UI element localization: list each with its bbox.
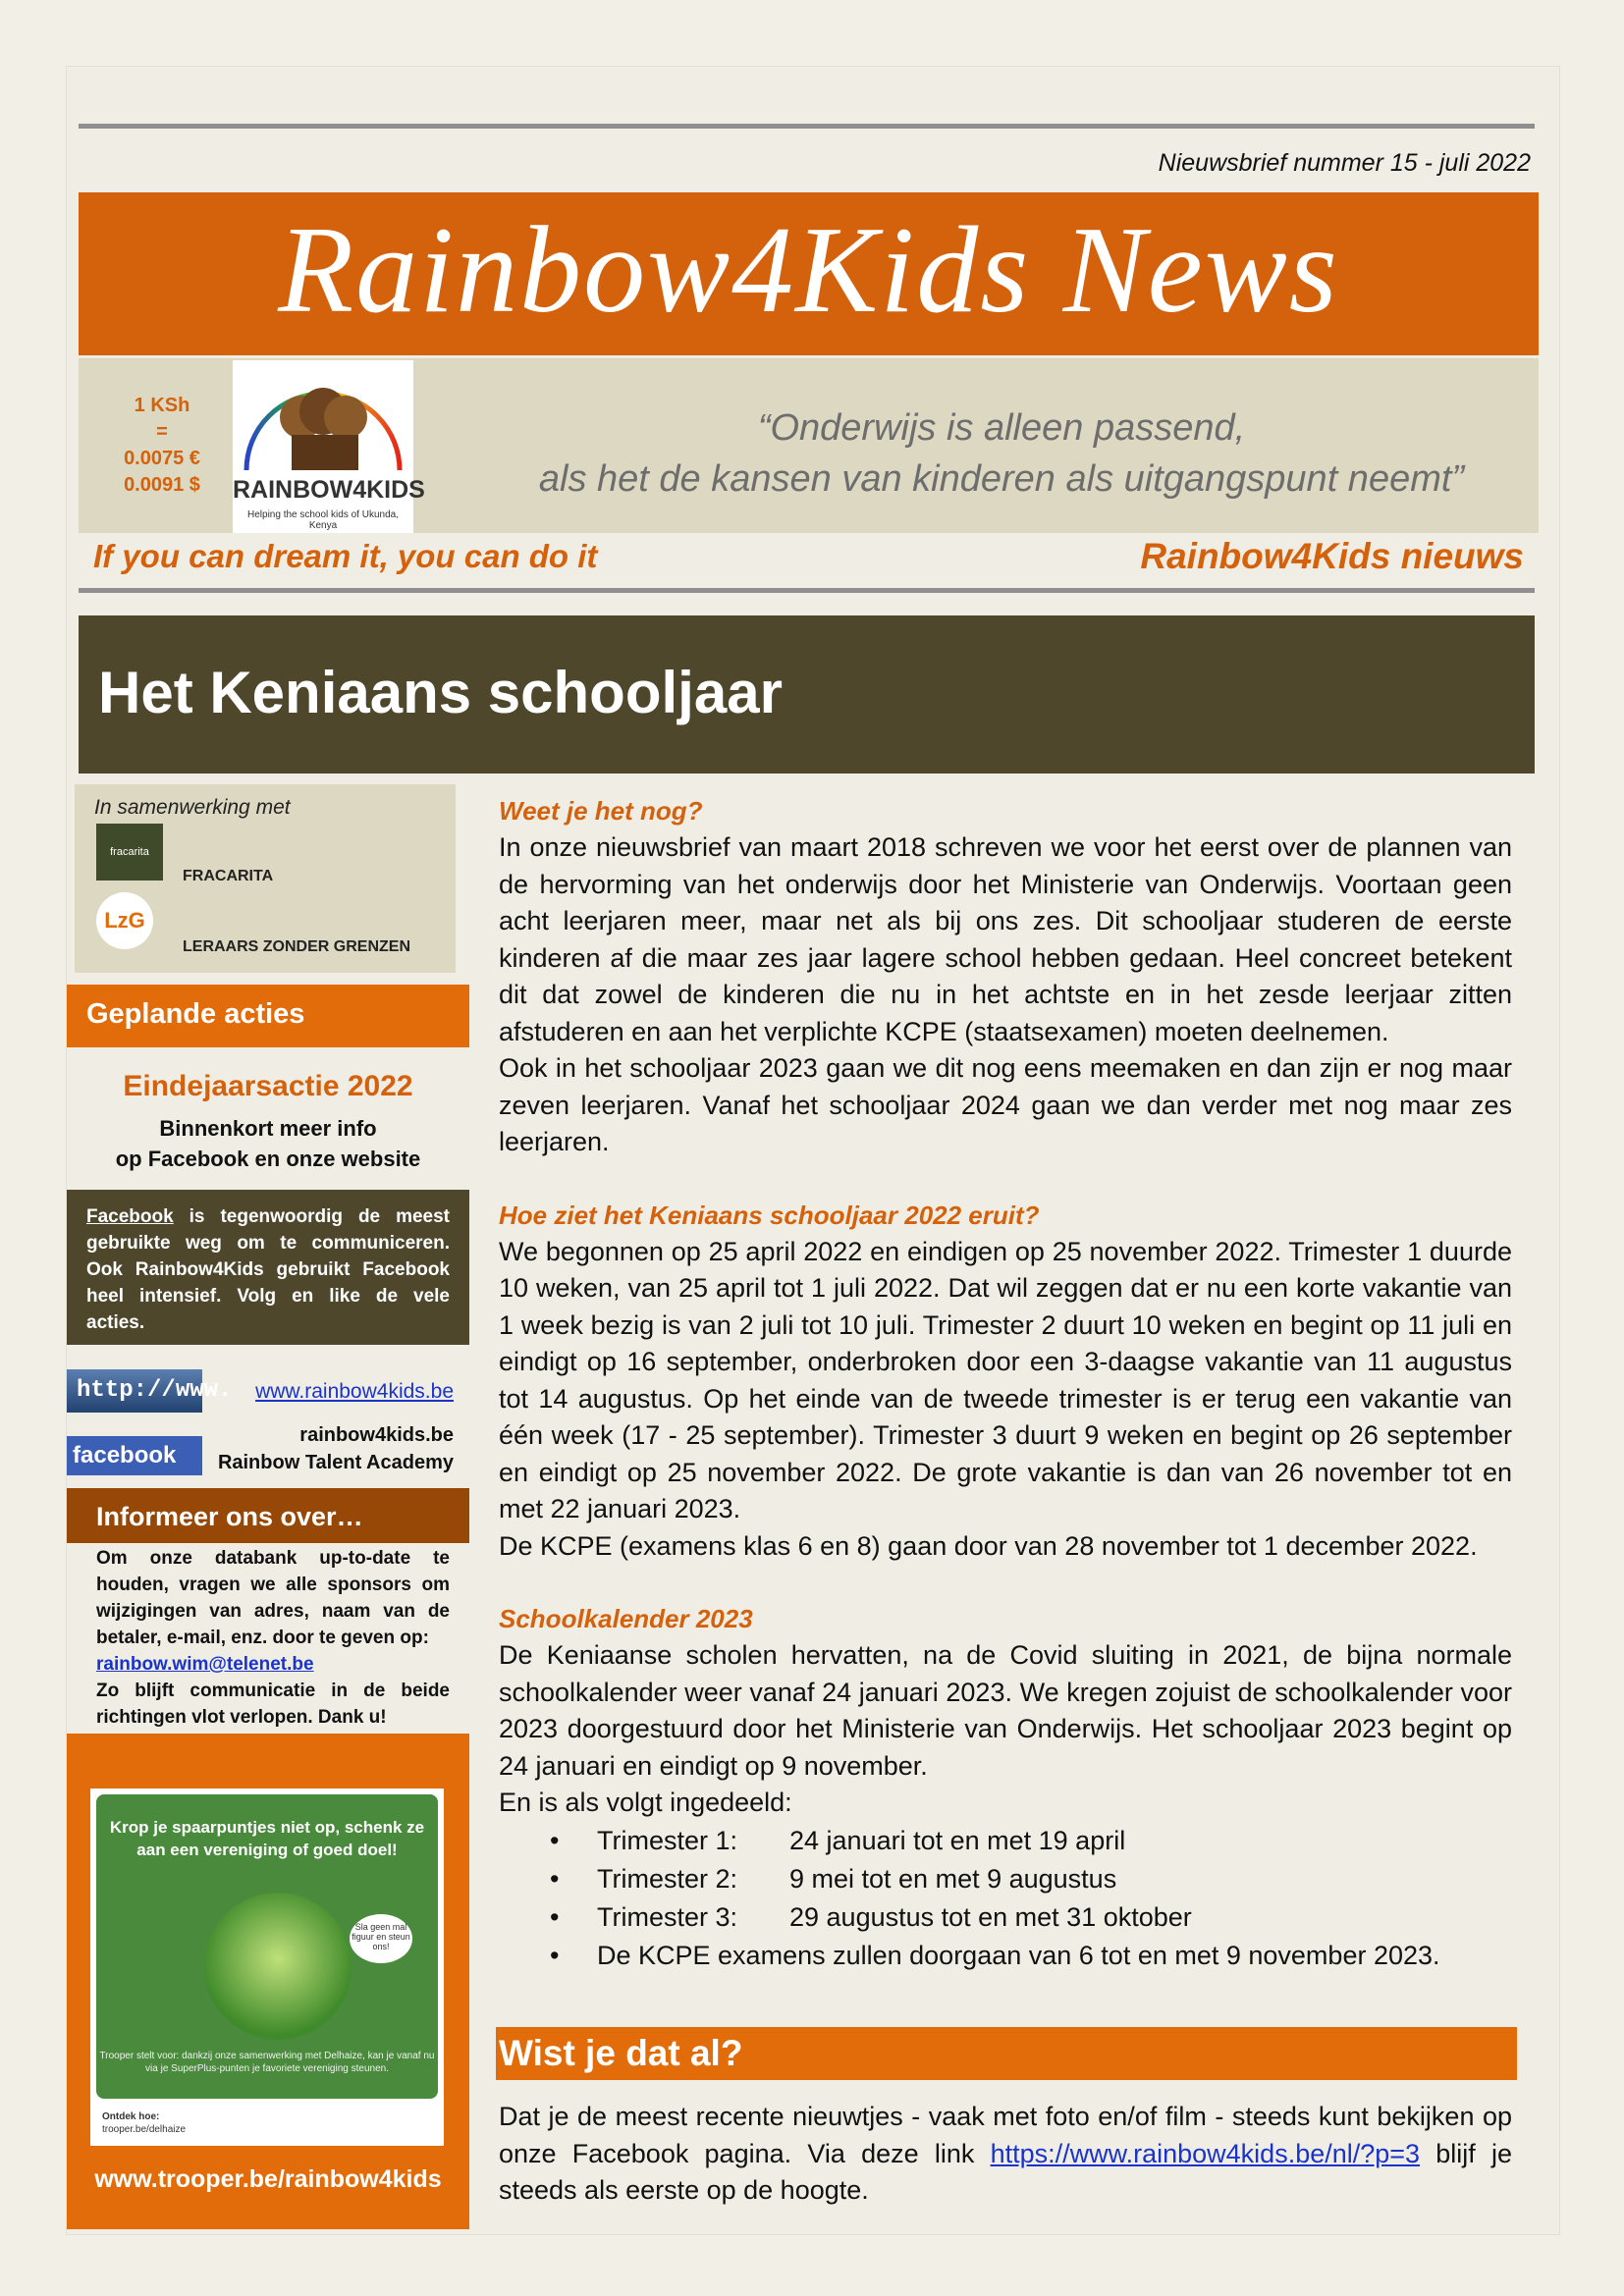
list-item-label: Trimester 3: bbox=[597, 1901, 738, 1932]
planned-actions-title: Geplande acties bbox=[86, 998, 305, 1030]
rate-line: 0.0075 € bbox=[124, 448, 200, 469]
inform-us-title: Informeer ons over… bbox=[96, 1502, 363, 1531]
paragraph: In onze nieuwsbrief van maart 2018 schreven we voor het eerst over de plannen van de hervorming van het onderwijs door het Ministerie van Onderwijs. Voortaan geen acht leerjaren meer, maar net als bij ons zes. Dit schooljaar studeren de eerste kinderen af die maar zes jaar lagere school hebben gedaan. Heel concreet betekent dit dat zowel de kinderen die nu in het achtste en in het zesde leerjaar zitten afstuderen en aan het verplichte KCPE (staatsexamen) moeten deelnemen. bbox=[499, 832, 1512, 1046]
list-item-value: 29 augustus tot en met 31 oktober bbox=[789, 1901, 1192, 1932]
facebook-page-1[interactable]: rainbow4kids.be bbox=[299, 1424, 454, 1446]
list-item-label: Trimester 2: bbox=[597, 1863, 738, 1894]
year-end-line: Binnenkort meer info bbox=[159, 1116, 377, 1141]
quote-line: “Onderwijs is alleen passend, bbox=[757, 407, 1246, 449]
did-you-know-title: Wist je dat al? bbox=[499, 2033, 743, 2073]
issue-number: Nieuwsbrief nummer 15 - juli 2022 bbox=[1158, 149, 1531, 177]
planned-actions-header bbox=[67, 985, 469, 1047]
lzg-logo: LzG bbox=[96, 892, 153, 949]
trimester-list bbox=[499, 1822, 1512, 1975]
year-end-info bbox=[67, 1113, 469, 1174]
facebook-page-link[interactable]: https://www.rainbow4kids.be/nl/?p=3 bbox=[990, 2138, 1421, 2168]
web-icon: http://www. bbox=[67, 1369, 202, 1413]
masthead-title: Rainbow4Kids News bbox=[79, 192, 1539, 355]
trooper-footer-line: Ontdek hoe: bbox=[102, 2111, 160, 2122]
facebook-like-icon: facebook bbox=[67, 1436, 202, 1475]
facebook-text bbox=[86, 1203, 450, 1336]
header-rule bbox=[79, 588, 1535, 593]
paragraph: En is als volgt ingedeeld: bbox=[499, 1788, 792, 1817]
list-item-value: De KCPE examens zullen doorgaan van 6 tot en met 9 november 2023. bbox=[597, 1940, 1440, 1970]
rate-line: 1 KSh bbox=[134, 395, 190, 416]
section-title: Het Keniaans schooljaar bbox=[98, 660, 783, 725]
fracarita-logo: fracarita bbox=[96, 824, 163, 881]
list-item-value: 9 mei tot en met 9 augustus bbox=[789, 1863, 1117, 1894]
year-end-title: Eindejaarsactie 2022 bbox=[123, 1070, 413, 1102]
header-quote bbox=[461, 402, 1542, 505]
inform-us-paragraph: Om onze databank up-to-date te houden, vragen we alle sponsors om wijzigingen van adres, naam van de betaler, e-mail, enz. door te geven op: bbox=[96, 1548, 450, 1648]
subheading-remember: Weet je het nog? bbox=[499, 796, 703, 826]
collab-label: In samenwerking met bbox=[94, 796, 291, 819]
bullet-icon: • bbox=[550, 1825, 560, 1855]
list-item-label: Trimester 1: bbox=[597, 1825, 738, 1855]
rate-line: 0.0091 $ bbox=[124, 474, 200, 496]
top-rule bbox=[79, 124, 1535, 129]
paragraph: Ook in het schooljaar 2023 gaan we dit nog eens meemaken en dan zijn er nog maar zeven leerjaren. Vanaf het schooljaar 2024 gaan we dan verder met nog maar zes leerjaren. bbox=[499, 1053, 1512, 1156]
did-you-know-paragraph-end: blijf je steeds als eerste op de hoogte. bbox=[499, 2138, 1513, 2205]
paragraph: De Keniaanse scholen hervatten, na de Covid sluiting in 2021, de bijna normale schoolkalender weer vanaf 24 januari 2023. We kregen zojuist de schoolkalender voor 2023 doorgestuurd door het Ministerie van Onderwijs. Het schooljaar 2023 begint op 24 januari en eindigt op 9 november. bbox=[499, 1640, 1512, 1781]
trooper-poster[interactable] bbox=[90, 1789, 444, 2146]
rainbow4kids-logo bbox=[233, 360, 425, 533]
list-item bbox=[499, 1937, 1512, 1975]
website-link[interactable]: www.rainbow4kids.be bbox=[255, 1380, 454, 1403]
paragraph: We begonnen op 25 april 2022 en eindigen op 25 november 2022. Trimester 1 duurde 10 weken, van 25 april tot 1 juli 2022. Dat wil zeggen dat er nu een korte vakantie van 1 week bezig is van 2 juli tot 10 juli. Trimester 2 duurt 10 weken en begint op 11 juli en eindigt op 16 september, onderbroken door een 3-daagse vakantie van 11 augustus tot 14 augustus. Op het einde van de tweede trimester is er terug een vakantie van één week (17 - 25 september). Trimester 3 duurt 9 weken en begint op 26 september en eindigt op 25 november 2022. De grote vakantie is dan van 26 november tot en met 22 januari 2023. bbox=[499, 1236, 1512, 1523]
subheading-calendar-2023: Schoolkalender 2023 bbox=[499, 1604, 753, 1633]
trooper-footer-line: trooper.be/delhaize bbox=[102, 2124, 187, 2135]
lettuce-icon bbox=[204, 1893, 352, 2040]
bullet-icon: • bbox=[550, 1901, 560, 1932]
motto: If you can dream it, you can do it bbox=[93, 538, 598, 574]
trooper-headline: Krop je spaarpuntjes niet op, schenk ze aan een vereniging of goed doel! bbox=[109, 1818, 425, 1859]
facebook-link[interactable]: Facebook bbox=[86, 1206, 174, 1227]
section-header bbox=[79, 615, 1535, 774]
trooper-note: Trooper stelt voor: dankzij onze samenwerking met Delhaize, kan je vanaf nu via je SuperPlus-punten je favoriete vereniging steunen. bbox=[99, 2051, 435, 2074]
exchange-rate bbox=[108, 393, 216, 499]
partner-fracarita: FRACARITA bbox=[183, 868, 274, 884]
year-end-line: op Facebook en onze website bbox=[115, 1147, 421, 1171]
inform-us-text bbox=[96, 1545, 450, 1731]
did-you-know-paragraph: Dat je de meest recente nieuwtjes - vaak met foto en/of film - steeds kunt bekijken op onze Facebook pagina. Via deze link bbox=[499, 2102, 1512, 2168]
inform-us-header bbox=[67, 1488, 469, 1543]
newsletter-label: Rainbow4Kids nieuws bbox=[1140, 536, 1524, 576]
list-item bbox=[499, 1898, 1512, 1937]
rate-line: = bbox=[156, 421, 168, 443]
main-article bbox=[499, 793, 1512, 1975]
speech-bubble: Sla geen mal figuur en steun ons! bbox=[350, 1914, 412, 1963]
logo-tagline: Helping the school kids of Ukunda, Kenya bbox=[247, 509, 399, 531]
rainbow-arc-icon bbox=[233, 360, 413, 478]
list-item bbox=[499, 1822, 1512, 1860]
bullet-icon: • bbox=[550, 1940, 560, 1970]
facebook-description: is tegenwoordig de meest gebruikte weg om te communiceren. Ook Rainbow4Kids gebruikt Facebook heel intensief. Volg en like de vele acties. bbox=[86, 1206, 450, 1333]
year-end-action bbox=[67, 1070, 469, 1174]
quote-line: als het de kansen van kinderen als uitgangspunt neemt” bbox=[538, 458, 1465, 500]
did-you-know-header bbox=[496, 2027, 1517, 2080]
bullet-icon: • bbox=[550, 1863, 560, 1894]
trooper-url[interactable]: www.trooper.be/rainbow4kids bbox=[94, 2165, 442, 2193]
email-link[interactable]: rainbow.wim@telenet.be bbox=[96, 1654, 314, 1675]
facebook-box bbox=[67, 1190, 469, 1345]
did-you-know-text bbox=[499, 2099, 1512, 2210]
trooper-ad bbox=[67, 1734, 469, 2229]
paragraph: De KCPE (examens klas 6 en 8) gaan door van 28 november tot 1 december 2022. bbox=[499, 1530, 1478, 1561]
list-item bbox=[499, 1860, 1512, 1898]
inform-us-closing: Zo blijft communicatie in de beide richtingen vlot verlopen. Dank u! bbox=[96, 1681, 450, 1728]
logo-wordmark: RAINBOW4KIDS bbox=[233, 476, 425, 504]
trooper-footer bbox=[102, 2110, 186, 2136]
trooper-poster-image bbox=[96, 1794, 438, 2099]
list-item-value: 24 januari tot en met 19 april bbox=[789, 1825, 1126, 1855]
facebook-page-2[interactable]: Rainbow Talent Academy bbox=[217, 1452, 454, 1473]
subheading-school-year-2022: Hoe ziet het Keniaans schooljaar 2022 eruit? bbox=[499, 1200, 1040, 1230]
collaboration-box bbox=[75, 784, 456, 973]
partner-lzg: LERAARS ZONDER GRENZEN bbox=[183, 938, 411, 955]
